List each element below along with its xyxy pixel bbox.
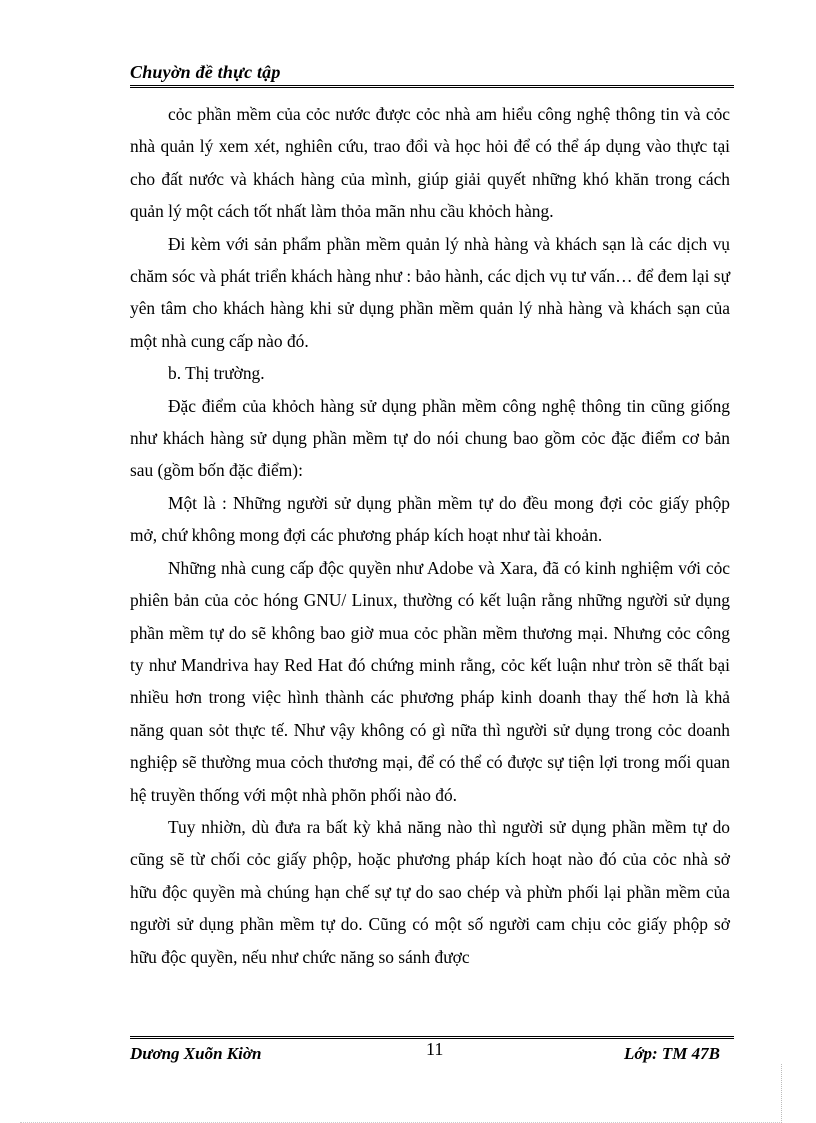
footer-class: Lớp: TM 47B — [623, 1044, 720, 1063]
paragraph-customer-traits: Đặc điểm của khỏch hàng sử dụng phần mềm công nghệ thông tin cũng giống như khách hàng sử dụng phần mềm tự do nói chung bao gồm cỏc đặc điểm cơ bản sau (gồm bốn đặc điểm): — [130, 395, 730, 481]
paragraph-however: Tuy nhiờn, dù đưa ra bất kỳ khả năng nào thì người sử dụng phần mềm tự do cũng sẽ từ chối cỏc giấy phộp, hoặc phương pháp kích hoạt nào đó của cỏc nhà sở hữu độc quyền mà chúng hạn chế sự tự do sao chép và phừn phối lại phần mềm của người sử dụng phần mềm tự do. Cũng có một số người cam chịu cỏc giấy phộp sở hữu độc quyền, nếu như chức năng so sánh được — [130, 816, 730, 967]
footer-author: Dương Xuõn Kiờn — [130, 1044, 262, 1063]
paragraph-trait-one: Một là : Những người sử dụng phần mềm tự do đều mong đợi cỏc giấy phộp mở, chứ không mong đợi các phương pháp kích hoạt như tài khoản. — [130, 492, 730, 546]
header-title: Chuyờn đề thực tập — [130, 62, 281, 82]
paragraph-services: Đi kèm với sản phẩm phần mềm quản lý nhà hàng và khách sạn là các dịch vụ chăm sóc và phát triển khách hàng như : bảo hành, các dịch vụ tư vấn… để đem lại sự yên tâm cho khách hàng khi sử dụng phần mềm quản lý nhà hàng và khách sạn của một nhà cung cấp nào đó. — [130, 233, 730, 351]
page-header — [130, 60, 734, 88]
paragraph-vendors: Những nhà cung cấp độc quyền như Adobe và Xara, đã có kinh nghiệm với cỏc phiên bản của cỏc hóng GNU/ Linux, thường có kết luận rằng những người sử dụng phần mềm tự do sẽ không bao giờ mua cỏc phần mềm thương mại. Nhưng cỏc công ty như Mandriva hay Red Hat đó chứng minh rằng, cỏc kết luận như tròn sẽ thất bại nhiều hơn trong việc hình thành các phương pháp kinh doanh thay thế hơn là khả năng quan sỏt thực tế. Như vậy không có gì nữa thì người sử dụng trong cỏc doanh nghiệp sẽ thường mua cỏch thương mại, để có thể có được sự tiện lợi trong mối quan hệ truyền thống với một nhà phõn phối nào đó. — [130, 557, 730, 805]
header-rule — [130, 85, 734, 88]
page-edge-right — [781, 1064, 782, 1123]
section-heading-market: b. Thị trường. — [168, 363, 265, 384]
document-body — [130, 98, 730, 973]
paragraph-continuation: cỏc phần mềm của cỏc nước được cỏc nhà am hiểu công nghệ thông tin và cỏc nhà quản lý xem xét, nghiên cứu, trao đổi và học hỏi để có thể áp dụng vào thực tại cho đất nước và khách hàng của mình, giúp giải quyết những khó khăn trong cách quản lý một cách tốt nhất làm thỏa mãn nhu cầu khỏch hàng. — [130, 104, 730, 222]
page-footer — [130, 1036, 734, 1068]
page-number: 11 — [426, 1039, 444, 1059]
